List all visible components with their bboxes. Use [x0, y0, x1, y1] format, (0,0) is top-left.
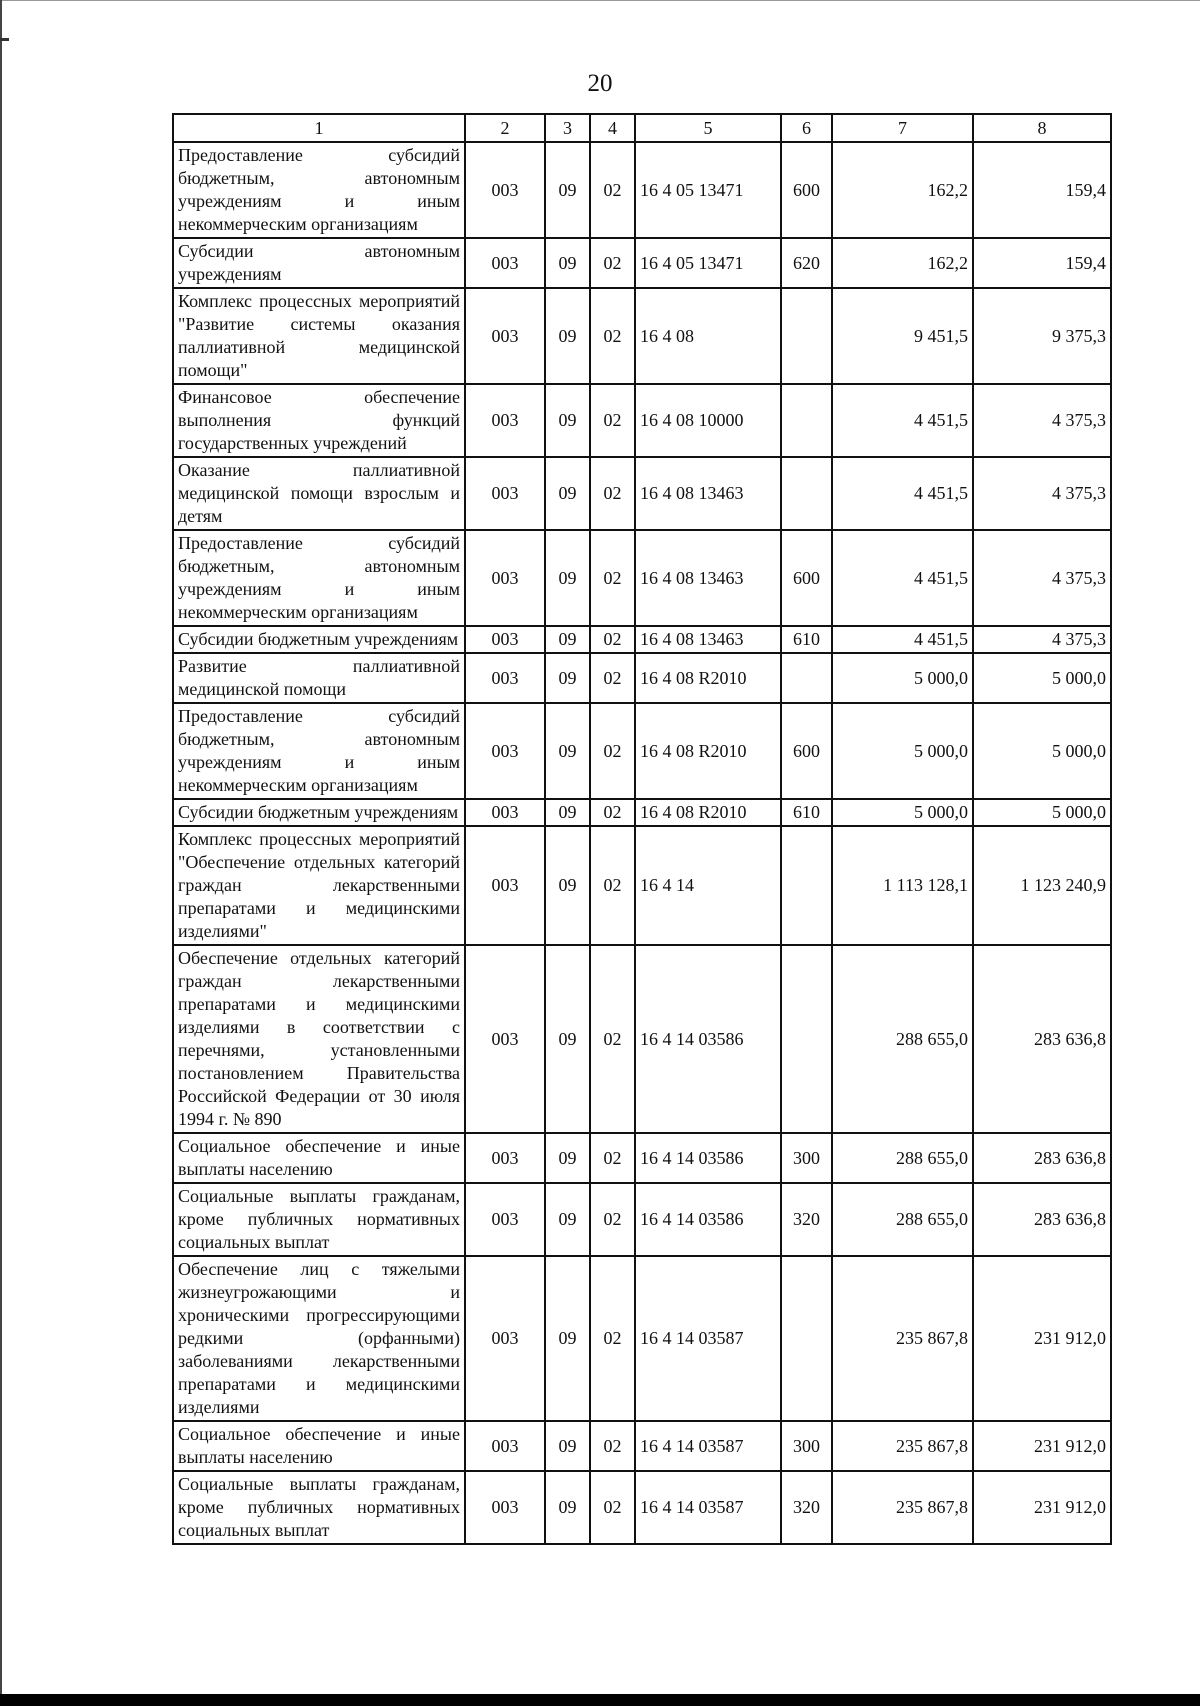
- target-article-cell: 16 4 08: [635, 288, 781, 384]
- target-article-cell: 16 4 08 R2010: [635, 799, 781, 826]
- target-article-cell: 16 4 08 R2010: [635, 653, 781, 703]
- amount-cell: 288 655,0: [832, 945, 973, 1133]
- section-cell: 09: [545, 653, 590, 703]
- table-row: [173, 238, 1111, 288]
- section-cell: 09: [545, 238, 590, 288]
- table-row: [173, 1471, 1111, 1544]
- amount-cell: 162,2: [832, 238, 973, 288]
- code-cell: 003: [465, 238, 545, 288]
- section-cell: 09: [545, 799, 590, 826]
- section-cell: 09: [545, 1471, 590, 1544]
- section-cell: 09: [545, 626, 590, 653]
- row-name-cell: Развитие паллиативной медицинской помощи: [173, 653, 465, 703]
- header-cell: 5: [635, 114, 781, 142]
- amount-cell: 4 375,3: [973, 384, 1111, 457]
- target-article-cell: 16 4 05 13471: [635, 142, 781, 238]
- target-article-cell: 16 4 14 03587: [635, 1471, 781, 1544]
- subsection-cell: 02: [590, 457, 635, 530]
- header-cell: 3: [545, 114, 590, 142]
- target-article-cell: 16 4 14 03586: [635, 1133, 781, 1183]
- table-row: [173, 653, 1111, 703]
- section-cell: 09: [545, 530, 590, 626]
- amount-cell: 4 375,3: [973, 626, 1111, 653]
- amount-cell: 9 451,5: [832, 288, 973, 384]
- code-cell: 003: [465, 1133, 545, 1183]
- code-cell: 003: [465, 288, 545, 384]
- subsection-cell: 02: [590, 703, 635, 799]
- code-cell: 003: [465, 1421, 545, 1471]
- header-cell: 1: [173, 114, 465, 142]
- table-row: [173, 826, 1111, 945]
- expense-type-cell: [781, 457, 832, 530]
- code-cell: 003: [465, 653, 545, 703]
- table-row: [173, 457, 1111, 530]
- expense-type-cell: [781, 653, 832, 703]
- row-name-cell: Обеспечение отдельных категорий граждан лекарственными препаратами и медицинскими изделиями в соответствии с перечнями, установленными постановлением Правительства Российской Федерации от 30 июля 1994 г. № 890: [173, 945, 465, 1133]
- target-article-cell: 16 4 14: [635, 826, 781, 945]
- target-article-cell: 16 4 05 13471: [635, 238, 781, 288]
- amount-cell: 5 000,0: [832, 653, 973, 703]
- expense-type-cell: 600: [781, 703, 832, 799]
- code-cell: 003: [465, 1471, 545, 1544]
- row-name-cell: Комплекс процессных мероприятий "Обеспечение отдельных категорий граждан лекарственными препаратами и медицинскими изделиями": [173, 826, 465, 945]
- section-cell: 09: [545, 1133, 590, 1183]
- amount-cell: 1 123 240,9: [973, 826, 1111, 945]
- scan-left-edge: [0, 0, 2, 1706]
- row-name-cell: Субсидии бюджетным учреждениям: [173, 799, 465, 826]
- target-article-cell: 16 4 08 R2010: [635, 703, 781, 799]
- expense-type-cell: 600: [781, 530, 832, 626]
- row-name-cell: Субсидии автономным учреждениям: [173, 238, 465, 288]
- target-article-cell: 16 4 14 03587: [635, 1256, 781, 1421]
- expense-type-cell: [781, 945, 832, 1133]
- section-cell: 09: [545, 703, 590, 799]
- row-name-cell: Социальные выплаты гражданам, кроме публичных нормативных социальных выплат: [173, 1471, 465, 1544]
- row-name-cell: Предоставление субсидий бюджетным, автономным учреждениям и иным некоммерческим организациям: [173, 703, 465, 799]
- amount-cell: 162,2: [832, 142, 973, 238]
- expense-type-cell: 300: [781, 1421, 832, 1471]
- code-cell: 003: [465, 703, 545, 799]
- code-cell: 003: [465, 1256, 545, 1421]
- subsection-cell: 02: [590, 799, 635, 826]
- expense-type-cell: [781, 384, 832, 457]
- section-cell: 09: [545, 142, 590, 238]
- table-row: [173, 1256, 1111, 1421]
- target-article-cell: 16 4 14 03586: [635, 945, 781, 1133]
- amount-cell: 235 867,8: [832, 1256, 973, 1421]
- row-name-cell: Социальное обеспечение и иные выплаты населению: [173, 1421, 465, 1471]
- section-cell: 09: [545, 1256, 590, 1421]
- table-row: [173, 799, 1111, 826]
- amount-cell: 4 451,5: [832, 530, 973, 626]
- expense-type-cell: 600: [781, 142, 832, 238]
- section-cell: 09: [545, 384, 590, 457]
- row-name-cell: Предоставление субсидий бюджетным, автономным учреждениям и иным некоммерческим организациям: [173, 142, 465, 238]
- expense-type-cell: 620: [781, 238, 832, 288]
- row-name-cell: Финансовое обеспечение выполнения функций государственных учреждений: [173, 384, 465, 457]
- subsection-cell: 02: [590, 945, 635, 1133]
- row-name-cell: Предоставление субсидий бюджетным, автономным учреждениям и иным некоммерческим организациям: [173, 530, 465, 626]
- code-cell: 003: [465, 457, 545, 530]
- amount-cell: 288 655,0: [832, 1183, 973, 1256]
- header-cell: 8: [973, 114, 1111, 142]
- expense-type-cell: [781, 826, 832, 945]
- header-cell: 2: [465, 114, 545, 142]
- scan-corner-mark: [0, 38, 9, 41]
- code-cell: 003: [465, 142, 545, 238]
- row-name-cell: Субсидии бюджетным учреждениям: [173, 626, 465, 653]
- section-cell: 09: [545, 1183, 590, 1256]
- subsection-cell: 02: [590, 1256, 635, 1421]
- amount-cell: 283 636,8: [973, 1133, 1111, 1183]
- amount-cell: 283 636,8: [973, 945, 1111, 1133]
- subsection-cell: 02: [590, 653, 635, 703]
- amount-cell: 159,4: [973, 238, 1111, 288]
- section-cell: 09: [545, 945, 590, 1133]
- amount-cell: 231 912,0: [973, 1471, 1111, 1544]
- amount-cell: 283 636,8: [973, 1183, 1111, 1256]
- section-cell: 09: [545, 1421, 590, 1471]
- code-cell: 003: [465, 530, 545, 626]
- table-row: [173, 384, 1111, 457]
- target-article-cell: 16 4 08 13463: [635, 530, 781, 626]
- header-cell: 6: [781, 114, 832, 142]
- header-cell: 4: [590, 114, 635, 142]
- amount-cell: 4 451,5: [832, 457, 973, 530]
- amount-cell: 288 655,0: [832, 1133, 973, 1183]
- subsection-cell: 02: [590, 1183, 635, 1256]
- target-article-cell: 16 4 08 13463: [635, 457, 781, 530]
- table-row: [173, 1133, 1111, 1183]
- amount-cell: 235 867,8: [832, 1421, 973, 1471]
- section-cell: 09: [545, 288, 590, 384]
- target-article-cell: 16 4 08 10000: [635, 384, 781, 457]
- amount-cell: 1 113 128,1: [832, 826, 973, 945]
- amount-cell: 235 867,8: [832, 1471, 973, 1544]
- subsection-cell: 02: [590, 626, 635, 653]
- amount-cell: 4 375,3: [973, 457, 1111, 530]
- table-row: [173, 142, 1111, 238]
- row-name-cell: Комплекс процессных мероприятий "Развитие системы оказания паллиативной медицинской помощи": [173, 288, 465, 384]
- code-cell: 003: [465, 826, 545, 945]
- subsection-cell: 02: [590, 1471, 635, 1544]
- expense-type-cell: 610: [781, 626, 832, 653]
- subsection-cell: 02: [590, 826, 635, 945]
- row-name-cell: Социальные выплаты гражданам, кроме публичных нормативных социальных выплат: [173, 1183, 465, 1256]
- subsection-cell: 02: [590, 238, 635, 288]
- expense-type-cell: 300: [781, 1133, 832, 1183]
- amount-cell: 5 000,0: [973, 799, 1111, 826]
- expense-type-cell: 610: [781, 799, 832, 826]
- expense-type-cell: 320: [781, 1471, 832, 1544]
- table-row: [173, 626, 1111, 653]
- code-cell: 003: [465, 626, 545, 653]
- row-name-cell: Социальное обеспечение и иные выплаты населению: [173, 1133, 465, 1183]
- subsection-cell: 02: [590, 530, 635, 626]
- target-article-cell: 16 4 08 13463: [635, 626, 781, 653]
- subsection-cell: 02: [590, 1421, 635, 1471]
- code-cell: 003: [465, 799, 545, 826]
- expense-type-cell: 320: [781, 1183, 832, 1256]
- amount-cell: 5 000,0: [973, 653, 1111, 703]
- amount-cell: 159,4: [973, 142, 1111, 238]
- amount-cell: 5 000,0: [973, 703, 1111, 799]
- expense-type-cell: [781, 288, 832, 384]
- table-row: [173, 1421, 1111, 1471]
- amount-cell: 4 375,3: [973, 530, 1111, 626]
- section-cell: 09: [545, 457, 590, 530]
- table-row: [173, 288, 1111, 384]
- row-name-cell: Оказание паллиативной медицинской помощи взрослым и детям: [173, 457, 465, 530]
- code-cell: 003: [465, 945, 545, 1133]
- budget-table: [172, 113, 1112, 1545]
- row-name-cell: Обеспечение лиц с тяжелыми жизнеугрожающими и хроническими прогрессирующими редкими (орфанными) заболеваниями лекарственными препаратами и медицинскими изделиями: [173, 1256, 465, 1421]
- page-number: 20: [587, 70, 613, 97]
- scan-bottom-edge: [0, 1694, 1200, 1706]
- header-row: [173, 114, 1111, 142]
- code-cell: 003: [465, 1183, 545, 1256]
- section-cell: 09: [545, 826, 590, 945]
- table-row: [173, 945, 1111, 1133]
- amount-cell: 5 000,0: [832, 799, 973, 826]
- amount-cell: 231 912,0: [973, 1421, 1111, 1471]
- subsection-cell: 02: [590, 288, 635, 384]
- table-row: [173, 703, 1111, 799]
- table-row: [173, 530, 1111, 626]
- target-article-cell: 16 4 14 03587: [635, 1421, 781, 1471]
- target-article-cell: 16 4 14 03586: [635, 1183, 781, 1256]
- amount-cell: 9 375,3: [973, 288, 1111, 384]
- amount-cell: 5 000,0: [832, 703, 973, 799]
- amount-cell: 4 451,5: [832, 626, 973, 653]
- code-cell: 003: [465, 384, 545, 457]
- amount-cell: 4 451,5: [832, 384, 973, 457]
- scan-top-edge: [0, 0, 1200, 1]
- header-cell: 7: [832, 114, 973, 142]
- subsection-cell: 02: [590, 384, 635, 457]
- amount-cell: 231 912,0: [973, 1256, 1111, 1421]
- table-row: [173, 1183, 1111, 1256]
- expense-type-cell: [781, 1256, 832, 1421]
- subsection-cell: 02: [590, 142, 635, 238]
- subsection-cell: 02: [590, 1133, 635, 1183]
